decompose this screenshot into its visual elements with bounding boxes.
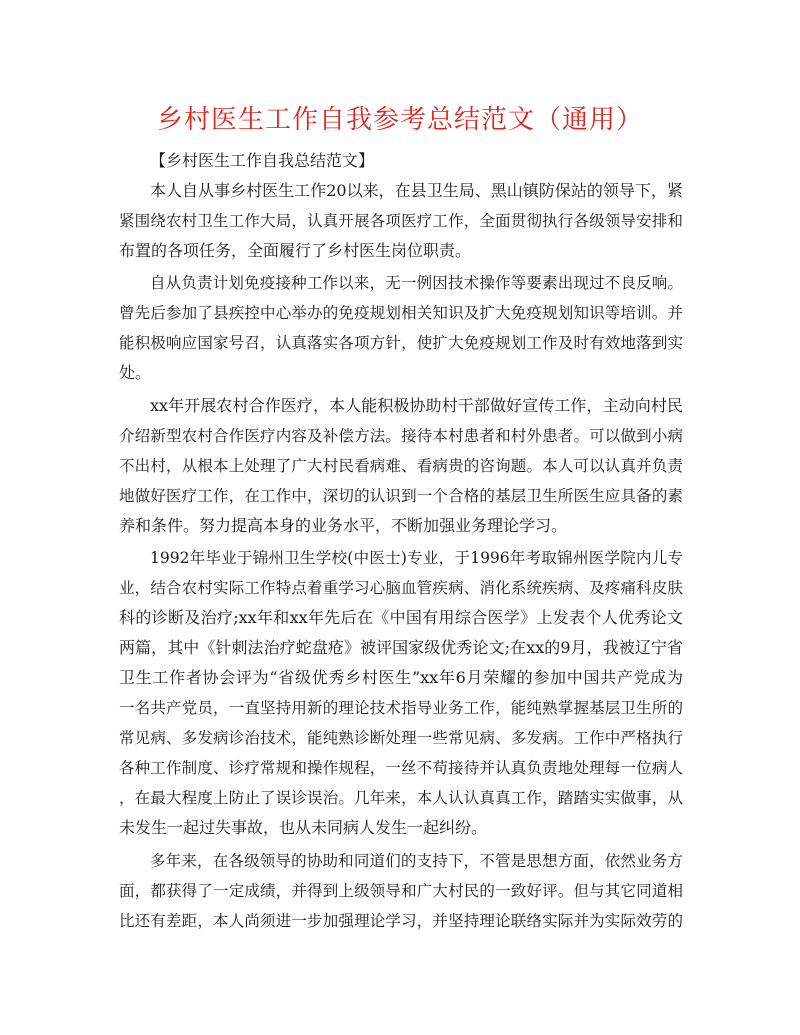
paragraph-line: 能积极响应国家号召，认真落实各项方针，使扩大免疫规划工作及时有效地落到实 <box>119 334 683 352</box>
paragraph-line: 两篇，其中《针刺法治疗蛇盘疮》被评国家级优秀论文;在xx的9月，我被辽宁省 <box>119 638 683 657</box>
paragraph-line: 科的诊断及治疗;xx年和xx年先后在《中国有用综合医学》上发表个人优秀论文 <box>119 608 683 627</box>
paragraph-line: 未发生一起过失事故，也从未同病人发生一起纠纷。 <box>119 818 488 837</box>
paragraph-line: 不出村，从根本上处理了广大村民看病难、看病贵的咨询题。本人可以认真并负责 <box>119 457 683 475</box>
paragraph-line: 一名共产党员，一直坚持用新的理论技术指导业务工作，能纯熟掌握基层卫生所的 <box>119 699 683 717</box>
paragraph-line: 紧围绕农村卫生工作大局，认真开展各项医疗工作，全面贯彻执行各级领导安排和 <box>119 212 683 230</box>
document-title: 乡村医生工作自我参考总结范文（通用） <box>156 105 643 135</box>
paragraph-line: 地做好医疗工作，在工作中，深切的认识到一个合格的基层卫生所医生应具备的素 <box>119 487 683 505</box>
paragraph-line: 养和条件。努力提高本身的业务水平，不断加强业务理论学习。 <box>119 516 568 535</box>
paragraph-line: 1992年毕业于锦州卫生学校(中医士)专业，于1996年考取锦州医学院内儿专 <box>150 549 683 567</box>
paragraph-line: 比还有差距，本人尚须进一步加强理论学习，并坚持理论联络实际并为实际效劳的 <box>119 912 683 930</box>
paragraph-line: 卫生工作者协会评为“省级优秀乡村医生”xx年6月荣耀的参加中国共产党成为 <box>119 668 683 687</box>
paragraph-line: ，在最大程度上防止了误诊误治。几年来，本人认认真真工作，踏踏实实做事，从 <box>119 789 683 807</box>
paragraph-line: 自从负责计划免疫接种工作以来，无一例因技术操作等要素出现过不良反响。 <box>150 274 683 292</box>
paragraph-line: 业，结合农村实际工作特点着重学习心脑血管疾病、消化系统疾病、及疼痛科皮肤 <box>119 579 683 597</box>
paragraph-line: 常见病、多发病诊治技术，能纯熟诊断处理一些常见病、多发病。工作中严格执行 <box>119 729 683 747</box>
paragraph-line: 各种工作制度、诊疗常规和操作规程，一丝不苟接待并认真负责地处理每一位病人 <box>119 759 683 777</box>
paragraph-line: 面，都获得了一定成绩，并得到上级领导和广大村民的一致好评。但与其它同道相 <box>119 882 683 900</box>
paragraph-line: xx年开展农村合作医疗，本人能积极协助村干部做好宣传工作，主动向村民 <box>150 396 683 415</box>
section-heading: 【乡村医生工作自我总结范文】 <box>150 151 375 170</box>
paragraph-line: 介绍新型农村合作医疗内容及补偿方法。接待本村患者和村外患者。可以做到小病 <box>119 427 683 445</box>
paragraph-line: 本人自从事乡村医生工作20以来，在县卫生局、黑山镇防保站的领导下，紧 <box>150 181 683 200</box>
paragraph-line: 多年来，在各级领导的协助和同道们的支持下，不管是思想方面，依然业务方 <box>150 852 683 870</box>
paragraph-line: 处。 <box>119 363 152 382</box>
paragraph-line: 布置的各项任务，全面履行了乡村医生岗位职责。 <box>119 241 472 260</box>
paragraph-line: 曾先后参加了县疾控中心举办的免疫规划相关知识及扩大免疫规划知识等培训。并 <box>119 304 683 322</box>
